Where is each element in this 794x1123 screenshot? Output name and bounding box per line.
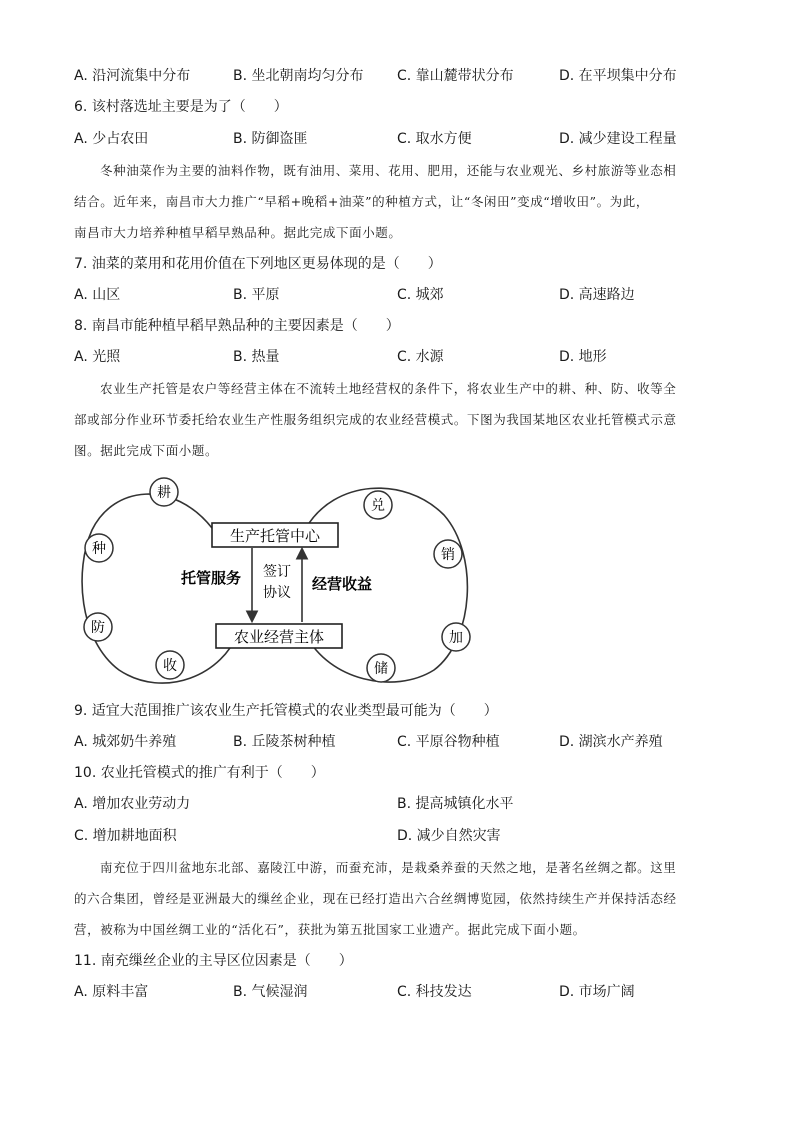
q11-stem: 11. 南充缫丝企业的主导区位因素是（ ） bbox=[74, 953, 353, 969]
q11-option-d: D. 市场广阔 bbox=[559, 984, 635, 1000]
q8-option-c: C. 水源 bbox=[397, 349, 444, 365]
q9-option-b: B. 丘陵茶树种植 bbox=[233, 734, 336, 750]
q7-option-b: B. 平原 bbox=[233, 287, 280, 303]
passage-nanchong-silk bbox=[74, 852, 718, 945]
node-plow bbox=[150, 478, 178, 506]
node-harvest-label: 收 bbox=[163, 658, 177, 674]
node-process bbox=[442, 623, 470, 651]
passage-trusteeship-line: 部或部分作业环节委托给农业生产性服务组织完成的农业经营模式。下图为我国某地区农业托管模式示意 bbox=[74, 412, 677, 427]
node-store bbox=[367, 654, 395, 682]
node-sell bbox=[434, 540, 462, 568]
passage-rapeseed-line: 冬种油菜作为主要的油料作物，既有油用、菜用、花用、肥用，还能与农业观光、乡村旅游等业态相 bbox=[100, 163, 677, 178]
q5-option-b: B. 坐北朝南均匀分布 bbox=[233, 68, 364, 84]
node-exchange bbox=[364, 491, 392, 519]
node-sell-label: 销 bbox=[441, 547, 455, 563]
q10-option-d: D. 减少自然灾害 bbox=[397, 828, 501, 844]
q7-option-d: D. 高速路边 bbox=[559, 287, 635, 303]
middle-label-line2: 协议 bbox=[263, 585, 291, 601]
left-arrow-label: 托管服务 bbox=[180, 569, 242, 587]
q8-option-d: D. 地形 bbox=[559, 349, 607, 365]
q5-option-a: A. 沿河流集中分布 bbox=[74, 68, 191, 84]
right-arrow-label: 经营收益 bbox=[311, 575, 373, 593]
q7-option-a: A. 山区 bbox=[74, 287, 121, 303]
q6-option-b: B. 防御盗匪 bbox=[233, 131, 308, 147]
q7-stem: 7. 油菜的菜用和花用价值在下列地区更易体现的是（ ） bbox=[74, 256, 442, 272]
q5-option-c: C. 靠山麓带状分布 bbox=[397, 68, 514, 84]
node-store-label: 储 bbox=[374, 661, 388, 677]
node-harvest bbox=[156, 651, 184, 679]
q9-option-d: D. 湖滨水产养殖 bbox=[559, 734, 663, 750]
trusteeship-diagram bbox=[74, 470, 484, 695]
passage-trusteeship-line: 农业生产托管是农户等经营主体在不流转土地经营权的条件下，将农业生产中的耕、种、防、收等全 bbox=[100, 381, 677, 396]
q9-option-c: C. 平原谷物种植 bbox=[397, 734, 500, 750]
q8-stem: 8. 南昌市能种植早稻早熟品种的主要因素是（ ） bbox=[74, 318, 400, 334]
passage-silk-line: 南充位于四川盆地东北部、嘉陵江中游，而蚕充沛，是栽桑养蚕的天然之地，是著名丝绸之都。这里 bbox=[100, 860, 677, 875]
passage-rapeseed bbox=[74, 155, 718, 248]
q8-option-a: A. 光照 bbox=[74, 349, 121, 365]
node-protect bbox=[84, 613, 112, 641]
node-exchange-label: 兑 bbox=[371, 498, 385, 514]
q11-option-b: B. 气候湿润 bbox=[233, 984, 308, 1000]
q11-option-c: C. 科技发达 bbox=[397, 984, 472, 1000]
q6-option-d: D. 减少建设工程量 bbox=[559, 131, 677, 147]
passage-silk-line: 的六合集团，曾经是亚洲最大的缫丝企业，现在已经打造出六合丝绸博览园，依然持续生产并保持活态经 bbox=[74, 891, 677, 906]
q7-option-c: C. 城郊 bbox=[397, 287, 444, 303]
passage-trusteeship-line: 图。据此完成下面小题。 bbox=[74, 443, 219, 458]
q10-option-c: C. 增加耕地面积 bbox=[74, 828, 177, 844]
passage-trusteeship bbox=[74, 373, 718, 466]
middle-label-line1: 签订 bbox=[263, 564, 291, 580]
node-sow-label: 种 bbox=[92, 541, 106, 557]
node-process-label: 加 bbox=[449, 630, 463, 646]
passage-silk-line: 营，被称为中国丝绸工业的“活化石”，获批为第五批国家工业遗产。据此完成下面小题。 bbox=[74, 922, 586, 937]
q5-option-d: D. 在平坝集中分布 bbox=[559, 68, 677, 84]
passage-rapeseed-line: 南昌市大力培养种植早稻早熟品种。据此完成下面小题。 bbox=[74, 225, 402, 240]
q10-option-b: B. 提高城镇化水平 bbox=[397, 796, 514, 812]
q10-stem: 10. 农业托管模式的推广有利于（ ） bbox=[74, 765, 325, 781]
node-plow-label: 耕 bbox=[157, 485, 171, 501]
q11-option-a: A. 原料丰富 bbox=[74, 984, 149, 1000]
q10-option-a: A. 增加农业劳动力 bbox=[74, 796, 191, 812]
node-protect-label: 防 bbox=[91, 620, 105, 636]
q8-option-b: B. 热量 bbox=[233, 349, 280, 365]
passage-rapeseed-line: 结合。近年来，南昌市大力推广“早稻+晚稻+油菜”的种植方式，让“冬闲田”变成“增收田”。为此， bbox=[74, 194, 649, 209]
center-top-label: 生产托管中心 bbox=[229, 527, 321, 545]
q6-option-a: A. 少占农田 bbox=[74, 131, 149, 147]
q6-stem: 6. 该村落选址主要是为了（ ） bbox=[74, 99, 288, 115]
q9-stem: 9. 适宜大范围推广该农业生产托管模式的农业类型最可能为（ ） bbox=[74, 703, 498, 719]
center-bottom-label: 农业经营主体 bbox=[233, 628, 325, 646]
q6-option-c: C. 取水方便 bbox=[397, 131, 472, 147]
node-sow bbox=[85, 534, 113, 562]
q9-option-a: A. 城郊奶牛养殖 bbox=[74, 734, 177, 750]
